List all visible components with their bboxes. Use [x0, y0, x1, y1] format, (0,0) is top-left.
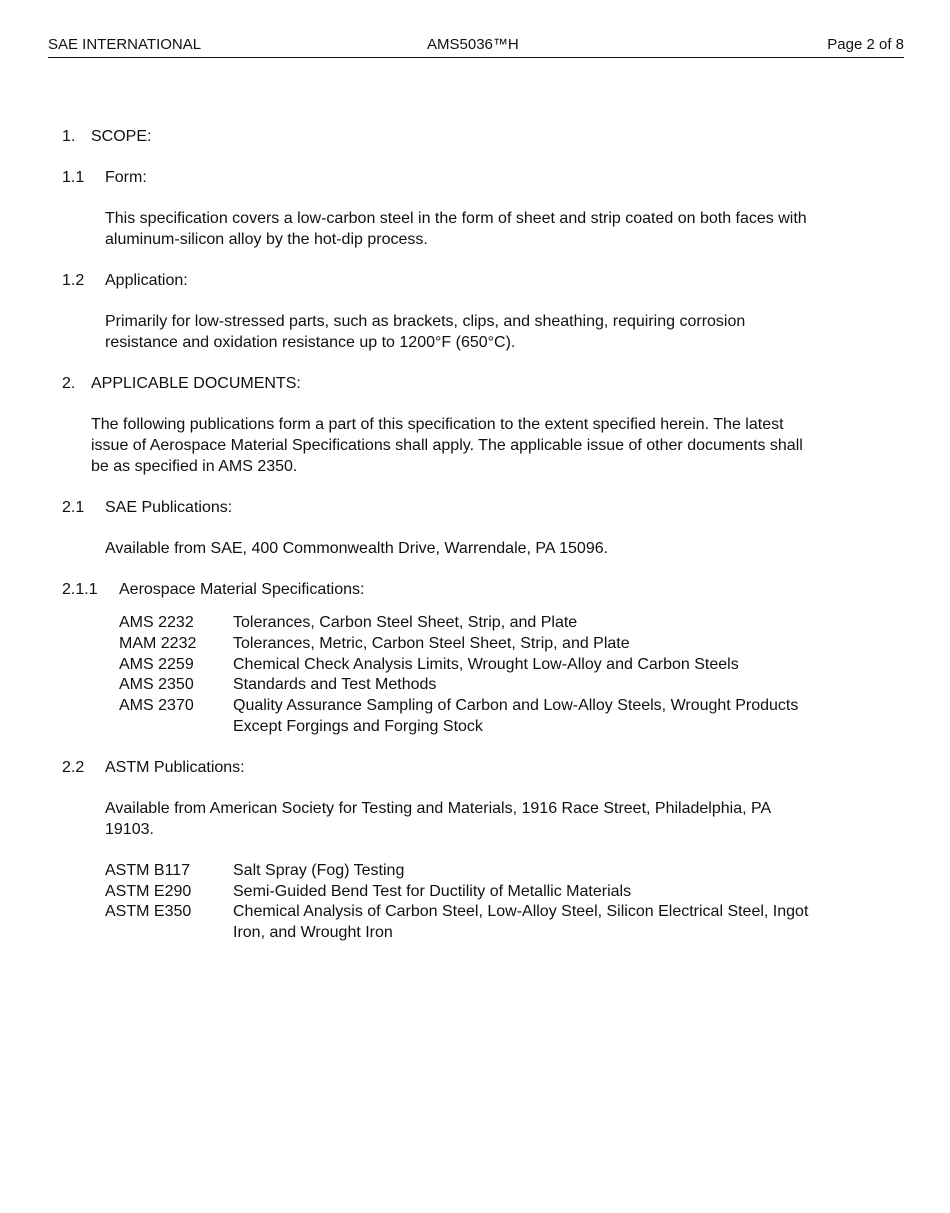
- section-2-2-text-line: 19103.: [105, 821, 154, 838]
- section-2-1-number: 2.1: [62, 499, 85, 516]
- section-1-2-text-line: resistance and oxidation resistance up to 1200°F (650°C).: [105, 334, 516, 351]
- section-1-number: 1.: [62, 128, 76, 145]
- section-1-1-text-line: aluminum-silicon alloy by the hot-dip process.: [105, 231, 428, 248]
- reference-code: AMS 2350: [119, 676, 194, 693]
- header-document-id: AMS5036™H: [427, 36, 519, 53]
- reference-description: Chemical Check Analysis Limits, Wrought Low-Alloy and Carbon Steels: [233, 656, 739, 673]
- reference-description: Salt Spray (Fog) Testing: [233, 862, 405, 879]
- section-2-2-number: 2.2: [62, 759, 85, 776]
- section-2-1-title: SAE Publications:: [105, 499, 233, 516]
- section-2-1-1-number: 2.1.1: [62, 581, 98, 598]
- reference-description: Tolerances, Carbon Steel Sheet, Strip, and Plate: [233, 614, 578, 631]
- reference-description: Chemical Analysis of Carbon Steel, Low-Alloy Steel, Silicon Electrical Steel, Ingot: [233, 903, 809, 920]
- reference-description: Iron, and Wrought Iron: [233, 924, 393, 941]
- section-2-text-line: issue of Aerospace Material Specifications shall apply. The applicable issue of other documents shall: [91, 437, 803, 454]
- section-1-1-number: 1.1: [62, 169, 85, 186]
- reference-code: AMS 2370: [119, 697, 194, 714]
- header-page-number: Page 2 of 8: [827, 36, 904, 53]
- section-2-1-1-title: Aerospace Material Specifications:: [119, 581, 365, 598]
- reference-description: Semi-Guided Bend Test for Ductility of Metallic Materials: [233, 883, 632, 900]
- section-2-2-title: ASTM Publications:: [105, 759, 245, 776]
- section-1-2-title: Application:: [105, 272, 188, 289]
- header-organization: SAE INTERNATIONAL: [48, 36, 202, 53]
- section-1-title: SCOPE:: [91, 128, 152, 145]
- section-2-text-line: be as specified in AMS 2350.: [91, 458, 298, 475]
- reference-code: AMS 2259: [119, 656, 194, 673]
- section-1-1-title: Form:: [105, 169, 147, 186]
- reference-description: Standards and Test Methods: [233, 676, 437, 693]
- section-1-2-text-line: Primarily for low-stressed parts, such as brackets, clips, and sheathing, requiring corrosion: [105, 313, 746, 330]
- section-2-text-line: The following publications form a part of this specification to the extent specified herein. The latest: [91, 416, 784, 433]
- reference-code: ASTM E290: [105, 883, 192, 900]
- reference-code: MAM 2232: [119, 635, 197, 652]
- reference-code: ASTM B117: [105, 862, 191, 879]
- header-rule: [48, 57, 904, 58]
- section-2-1-text: Available from SAE, 400 Commonwealth Drive, Warrendale, PA 15096.: [105, 540, 609, 557]
- section-2-title: APPLICABLE DOCUMENTS:: [91, 375, 301, 392]
- reference-code: ASTM E350: [105, 903, 192, 920]
- reference-description: Tolerances, Metric, Carbon Steel Sheet, Strip, and Plate: [233, 635, 630, 652]
- section-1-2-number: 1.2: [62, 272, 85, 289]
- reference-description: Quality Assurance Sampling of Carbon and Low-Alloy Steels, Wrought Products: [233, 697, 799, 714]
- reference-code: AMS 2232: [119, 614, 194, 631]
- reference-description: Except Forgings and Forging Stock: [233, 718, 483, 735]
- section-1-1-text-line: This specification covers a low-carbon steel in the form of sheet and strip coated on both faces with: [105, 210, 807, 227]
- section-2-2-text-line: Available from American Society for Testing and Materials, 1916 Race Street, Philadelphia, PA: [105, 800, 772, 817]
- section-2-number: 2.: [62, 375, 76, 392]
